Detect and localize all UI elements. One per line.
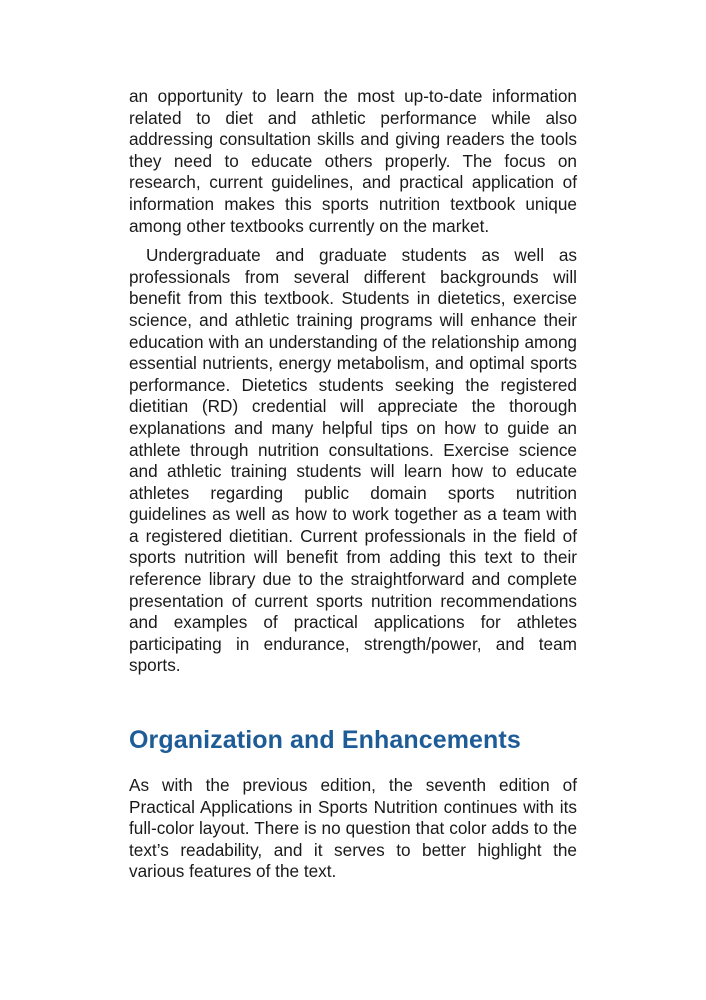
body-paragraph-organization: As with the previous edition, the seventh edition of Practical Applications in Sports Nutrition continues with its full-color layout. There is no question that color adds to the text’s readability, and it serves to better highlight the various features of the text. [129,775,577,882]
body-paragraph-intro-continued: an opportunity to learn the most up-to-date information related to diet and athletic performance while also addressing consultation skills and giving readers the tools they need to educate others properly. The focus on research, current guidelines, and practical application of information makes this sports nutrition textbook unique among other textbooks currently on the market. [129,86,577,236]
body-paragraph-audience: Undergraduate and graduate students as well as professionals from several different backgrounds will benefit from this textbook. Students in dietetics, exercise science, and athletic training programs will enhance their education with an understanding of the relationship among essential nutrients, energy metabolism, and optimal sports performance. Dietetics students seeking the registered dietitian (RD) credential will appreciate the thorough explanations and many helpful tips on how to guide an athlete through nutrition consultations. Exercise science and athletic training students will learn how to educate athletes regarding public domain sports nutrition guidelines as well as how to work together as a team with a registered dietitian. Current professionals in the field of sports nutrition will benefit from adding this text to their reference library due to the straightforward and complete presentation of current sports nutrition recommendations and examples of practical applications for athletes participating in endurance, strength/power, and team sports. [129,245,577,676]
book-page [129,86,577,883]
section-heading: Organization and Enhancements [129,726,521,755]
